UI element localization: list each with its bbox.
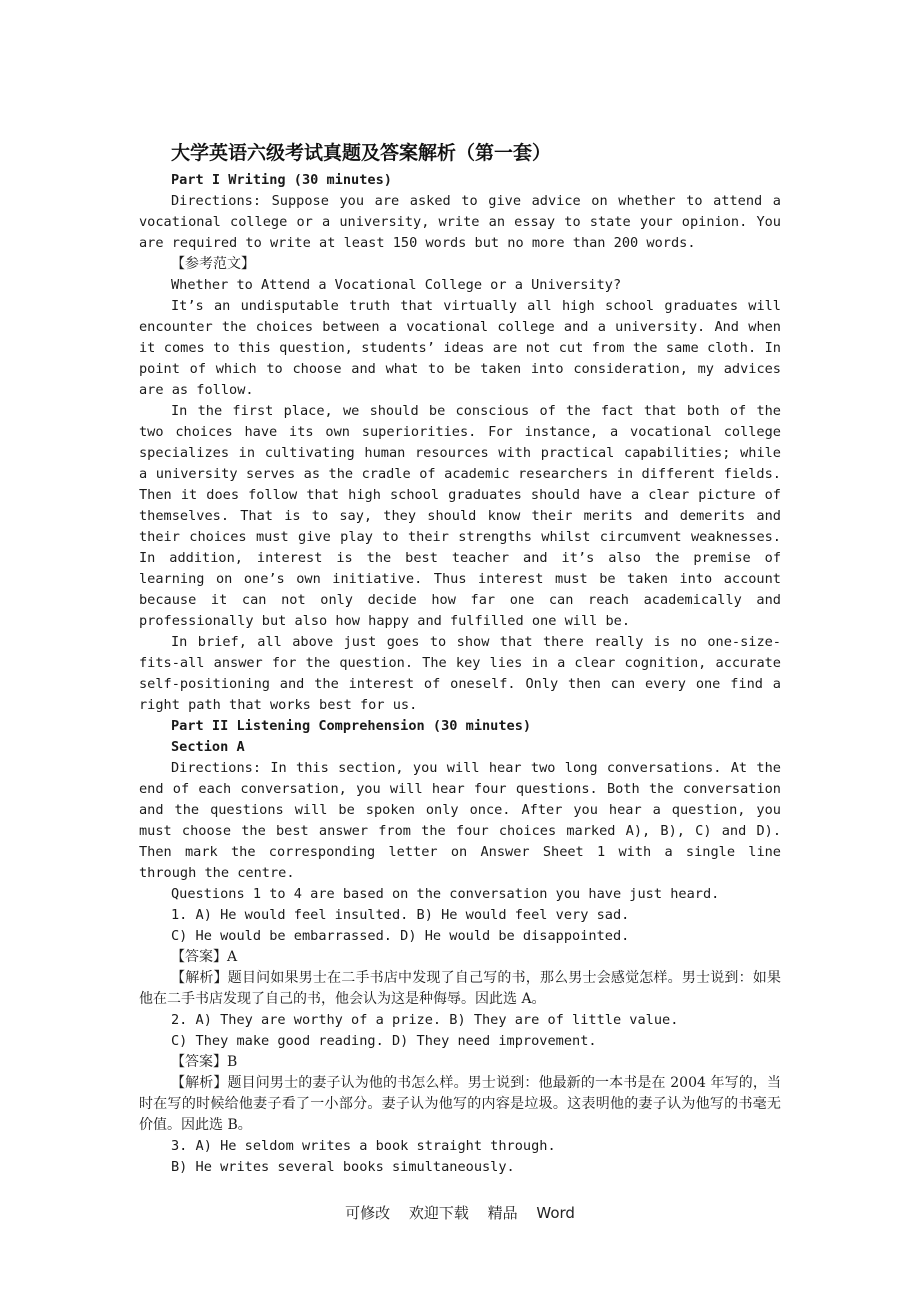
question-3-option-a: 3. A) He seldom writes a book straight through. [171,1138,556,1154]
question-2-answer: 【答案】B [171,1054,238,1070]
sample-essay-label: 【参考范文】 [171,256,255,272]
question-2-options-ab: 2. A) They are worthy of a prize. B) They are of little value. [171,1012,679,1028]
essay-title: Whether to Attend a Vocational College or a University? [171,277,622,293]
part1-directions: Directions: Suppose you are asked to give advice on whether to attend a vocational college or a university, write an essay to state your opinion. You are required to write at least 150 words but no more than 200 words. [139,193,781,251]
document-body [139,140,781,1178]
question-1-analysis: 【解析】题目问如果男士在二手书店中发现了自己写的书，那么男士会感觉怎样。男士说到：如果他在二手书店发现了自己的书，他会认为这是种侮辱。因此选 A。 [139,970,781,1007]
question-3-option-b: B) He writes several books simultaneously. [171,1159,515,1175]
essay-paragraph-1: It’s an undisputable truth that virtually all high school graduates will encounter the choices between a vocational college and a university. And when it comes to this question, students’ ideas are not cut from the same cloth. In point of which to choose and what to be taken into consideration, my advices are as follow. [139,298,781,398]
essay-paragraph-2: In the first place, we should be conscious of the fact that both of the two choices have its own superiorities. For instance, a vocational college specializes in cultivating human resources with practical capabilities; while a university serves as the cradle of academic researchers in different fields. Then it does follow that high school graduates should have a clear picture of themselves. That is to say, they should know their merits and demerits and their choices must give play to their strengths whilst circumvent weaknesses. In addition, interest is the best teacher and it’s also the premise of learning on one’s own initiative. Thus interest must be taken into account because it can not only decide how far one can reach academically and professionally but also how happy and fulfilled one will be. [139,403,781,629]
question-1-options-cd: C) He would be embarrassed. D) He would be disappointed. [171,928,630,944]
questions-intro: Questions 1 to 4 are based on the conversation you have just heard. [171,886,720,902]
part2-heading: Part II Listening Comprehension (30 minutes) [171,718,532,734]
section-heading: Section A [171,739,245,755]
part1-heading: Part I Writing (30 minutes) [171,172,392,188]
question-2-analysis: 【解析】题目问男士的妻子认为他的书怎么样。男士说到：他最新的一本书是在 2004 年写的，当时在写的时候给他妻子看了一小部分。妻子认为他写的内容是垃圾。这表明他的妻子认为他写的书毫无价值。因此选 B。 [139,1075,781,1133]
page-footer: 可修改 欢迎下载 精品 Word [345,1204,575,1222]
question-2-options-cd: C) They make good reading. D) They need improvement. [171,1033,597,1049]
essay-paragraph-3: In brief, all above just goes to show that there really is no one-size-fits-all answer for the question. The key lies in a clear cognition, accurate self-positioning and the interest of oneself. Only then can every one find a right path that works best for us. [139,634,781,713]
part2-directions: Directions: In this section, you will hear two long conversations. At the end of each conversation, you will hear four questions. Both the conversation and the questions will be spoken only once. After you hear a question, you must choose the best answer from the four choices marked A), B), C) and D). Then mark the corresponding letter on Answer Sheet 1 with a single line through the centre. [139,760,781,881]
document-title: 大学英语六级考试真题及答案解析（第一套） [171,142,552,164]
question-1-answer: 【答案】A [171,949,238,965]
question-1-options-ab: 1. A) He would feel insulted. B) He would feel very sad. [171,907,630,923]
